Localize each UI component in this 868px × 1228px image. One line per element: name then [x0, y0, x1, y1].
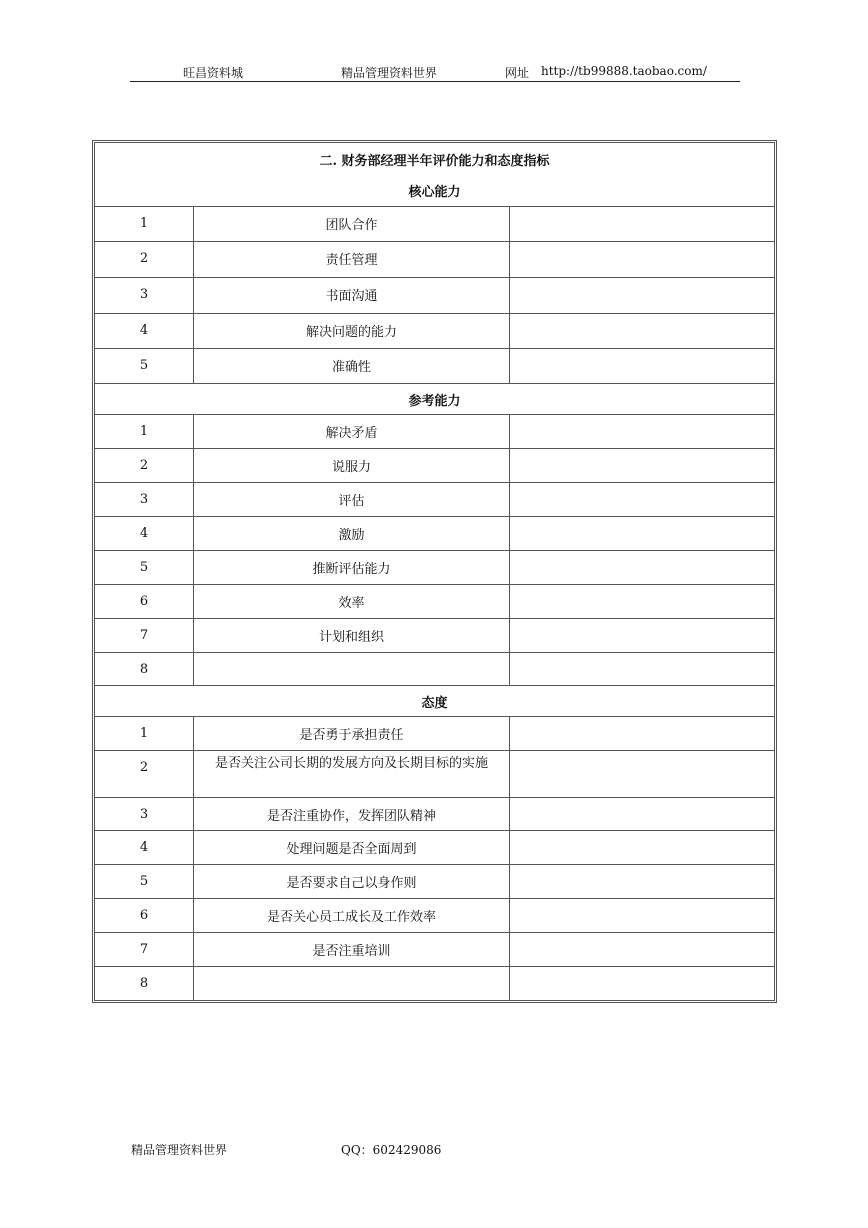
- header-shop-name: 旺昌资料城: [183, 66, 244, 80]
- row-item: 是否要求自己以身作则: [194, 865, 510, 898]
- table-row: [95, 966, 774, 1000]
- row-item: [194, 653, 510, 685]
- header-url[interactable]: http://tb99888.taobao.com/: [541, 64, 707, 78]
- row-number: 2: [95, 242, 194, 277]
- row-rating-cell[interactable]: [510, 865, 774, 898]
- row-item: 是否关心员工成长及工作效率: [194, 899, 510, 932]
- row-number: 6: [95, 585, 194, 618]
- table-row: [95, 864, 774, 898]
- row-item: 说服力: [194, 449, 510, 482]
- row-number: 3: [95, 278, 194, 313]
- row-item: 是否注重培训: [194, 933, 510, 966]
- section-heading-text: 态度: [421, 695, 448, 711]
- section-heading-text: 参考能力: [408, 393, 461, 409]
- row-number: 7: [95, 933, 194, 966]
- row-number: 6: [95, 899, 194, 932]
- table-row: [95, 932, 774, 966]
- row-item: 是否关注公司长期的发展方向及长期目标的实施: [194, 751, 510, 797]
- row-item: 责任管理: [194, 242, 510, 277]
- row-rating-cell[interactable]: [510, 449, 774, 482]
- header-slogan: 精品管理资料世界: [341, 66, 438, 80]
- row-rating-cell[interactable]: [510, 798, 774, 830]
- row-rating-cell[interactable]: [510, 619, 774, 652]
- row-number: 4: [95, 517, 194, 550]
- table-row: [95, 716, 774, 750]
- row-number: 3: [95, 483, 194, 516]
- row-item: 是否注重协作，发挥团队精神: [194, 798, 510, 830]
- row-number: 2: [95, 751, 194, 797]
- table-row: [95, 898, 774, 932]
- footer-slogan: 精品管理资料世界: [131, 1143, 228, 1157]
- row-rating-cell[interactable]: [510, 967, 774, 1000]
- row-number: 1: [95, 717, 194, 750]
- row-rating-cell[interactable]: [510, 551, 774, 584]
- table-row: [95, 750, 774, 797]
- table-row: [95, 482, 774, 516]
- row-rating-cell[interactable]: [510, 585, 774, 618]
- row-item: 解决问题的能力: [194, 314, 510, 348]
- row-number: 5: [95, 551, 194, 584]
- row-number: 7: [95, 619, 194, 652]
- table-row: [95, 448, 774, 482]
- row-rating-cell[interactable]: [510, 751, 774, 797]
- row-item: 是否勇于承担责任: [194, 717, 510, 750]
- footer-qq: QQ：602429086: [341, 1143, 442, 1157]
- row-number: 8: [95, 967, 194, 1000]
- row-rating-cell[interactable]: [510, 517, 774, 550]
- table-title: [95, 143, 774, 175]
- row-number: 5: [95, 349, 194, 383]
- row-item: 准确性: [194, 349, 510, 383]
- row-item: 解决矛盾: [194, 415, 510, 448]
- row-number: 4: [95, 831, 194, 864]
- table-row: [95, 348, 774, 383]
- row-number: 1: [95, 415, 194, 448]
- row-rating-cell[interactable]: [510, 314, 774, 348]
- row-item: [194, 967, 510, 1000]
- table-row: [95, 797, 774, 830]
- table-row: [95, 830, 774, 864]
- row-item: 评估: [194, 483, 510, 516]
- row-rating-cell[interactable]: [510, 207, 774, 241]
- row-item: 推断评估能力: [194, 551, 510, 584]
- table-row: [95, 652, 774, 685]
- table-row: [95, 618, 774, 652]
- row-item: 处理问题是否全面周到: [194, 831, 510, 864]
- row-rating-cell[interactable]: [510, 415, 774, 448]
- header-rule: [130, 81, 740, 82]
- section-heading: [95, 383, 774, 414]
- row-rating-cell[interactable]: [510, 717, 774, 750]
- table-row: [95, 414, 774, 448]
- row-rating-cell[interactable]: [510, 349, 774, 383]
- row-rating-cell[interactable]: [510, 242, 774, 277]
- table-row: [95, 241, 774, 277]
- row-item: 效率: [194, 585, 510, 618]
- row-rating-cell[interactable]: [510, 483, 774, 516]
- row-rating-cell[interactable]: [510, 899, 774, 932]
- table-row: [95, 550, 774, 584]
- table-row: [95, 277, 774, 313]
- row-number: 1: [95, 207, 194, 241]
- row-item: 书面沟通: [194, 278, 510, 313]
- header-url-label: 网址: [505, 66, 530, 80]
- row-number: 4: [95, 314, 194, 348]
- table-row: [95, 206, 774, 241]
- evaluation-table: [92, 140, 777, 1003]
- table-row: [95, 584, 774, 618]
- row-rating-cell[interactable]: [510, 653, 774, 685]
- table-row: [95, 313, 774, 348]
- section-heading: [95, 685, 774, 716]
- row-rating-cell[interactable]: [510, 831, 774, 864]
- row-item: 计划和组织: [194, 619, 510, 652]
- section-heading: [95, 175, 774, 206]
- row-rating-cell[interactable]: [510, 278, 774, 313]
- table-row: [95, 516, 774, 550]
- row-item: 团队合作: [194, 207, 510, 241]
- row-rating-cell[interactable]: [510, 933, 774, 966]
- table-title-text: 二. 财务部经理半年评价能力和态度指标: [319, 153, 550, 169]
- row-item: 激励: [194, 517, 510, 550]
- row-number: 8: [95, 653, 194, 685]
- row-number: 3: [95, 798, 194, 830]
- section-heading-text: 核心能力: [408, 185, 461, 200]
- row-number: 5: [95, 865, 194, 898]
- row-number: 2: [95, 449, 194, 482]
